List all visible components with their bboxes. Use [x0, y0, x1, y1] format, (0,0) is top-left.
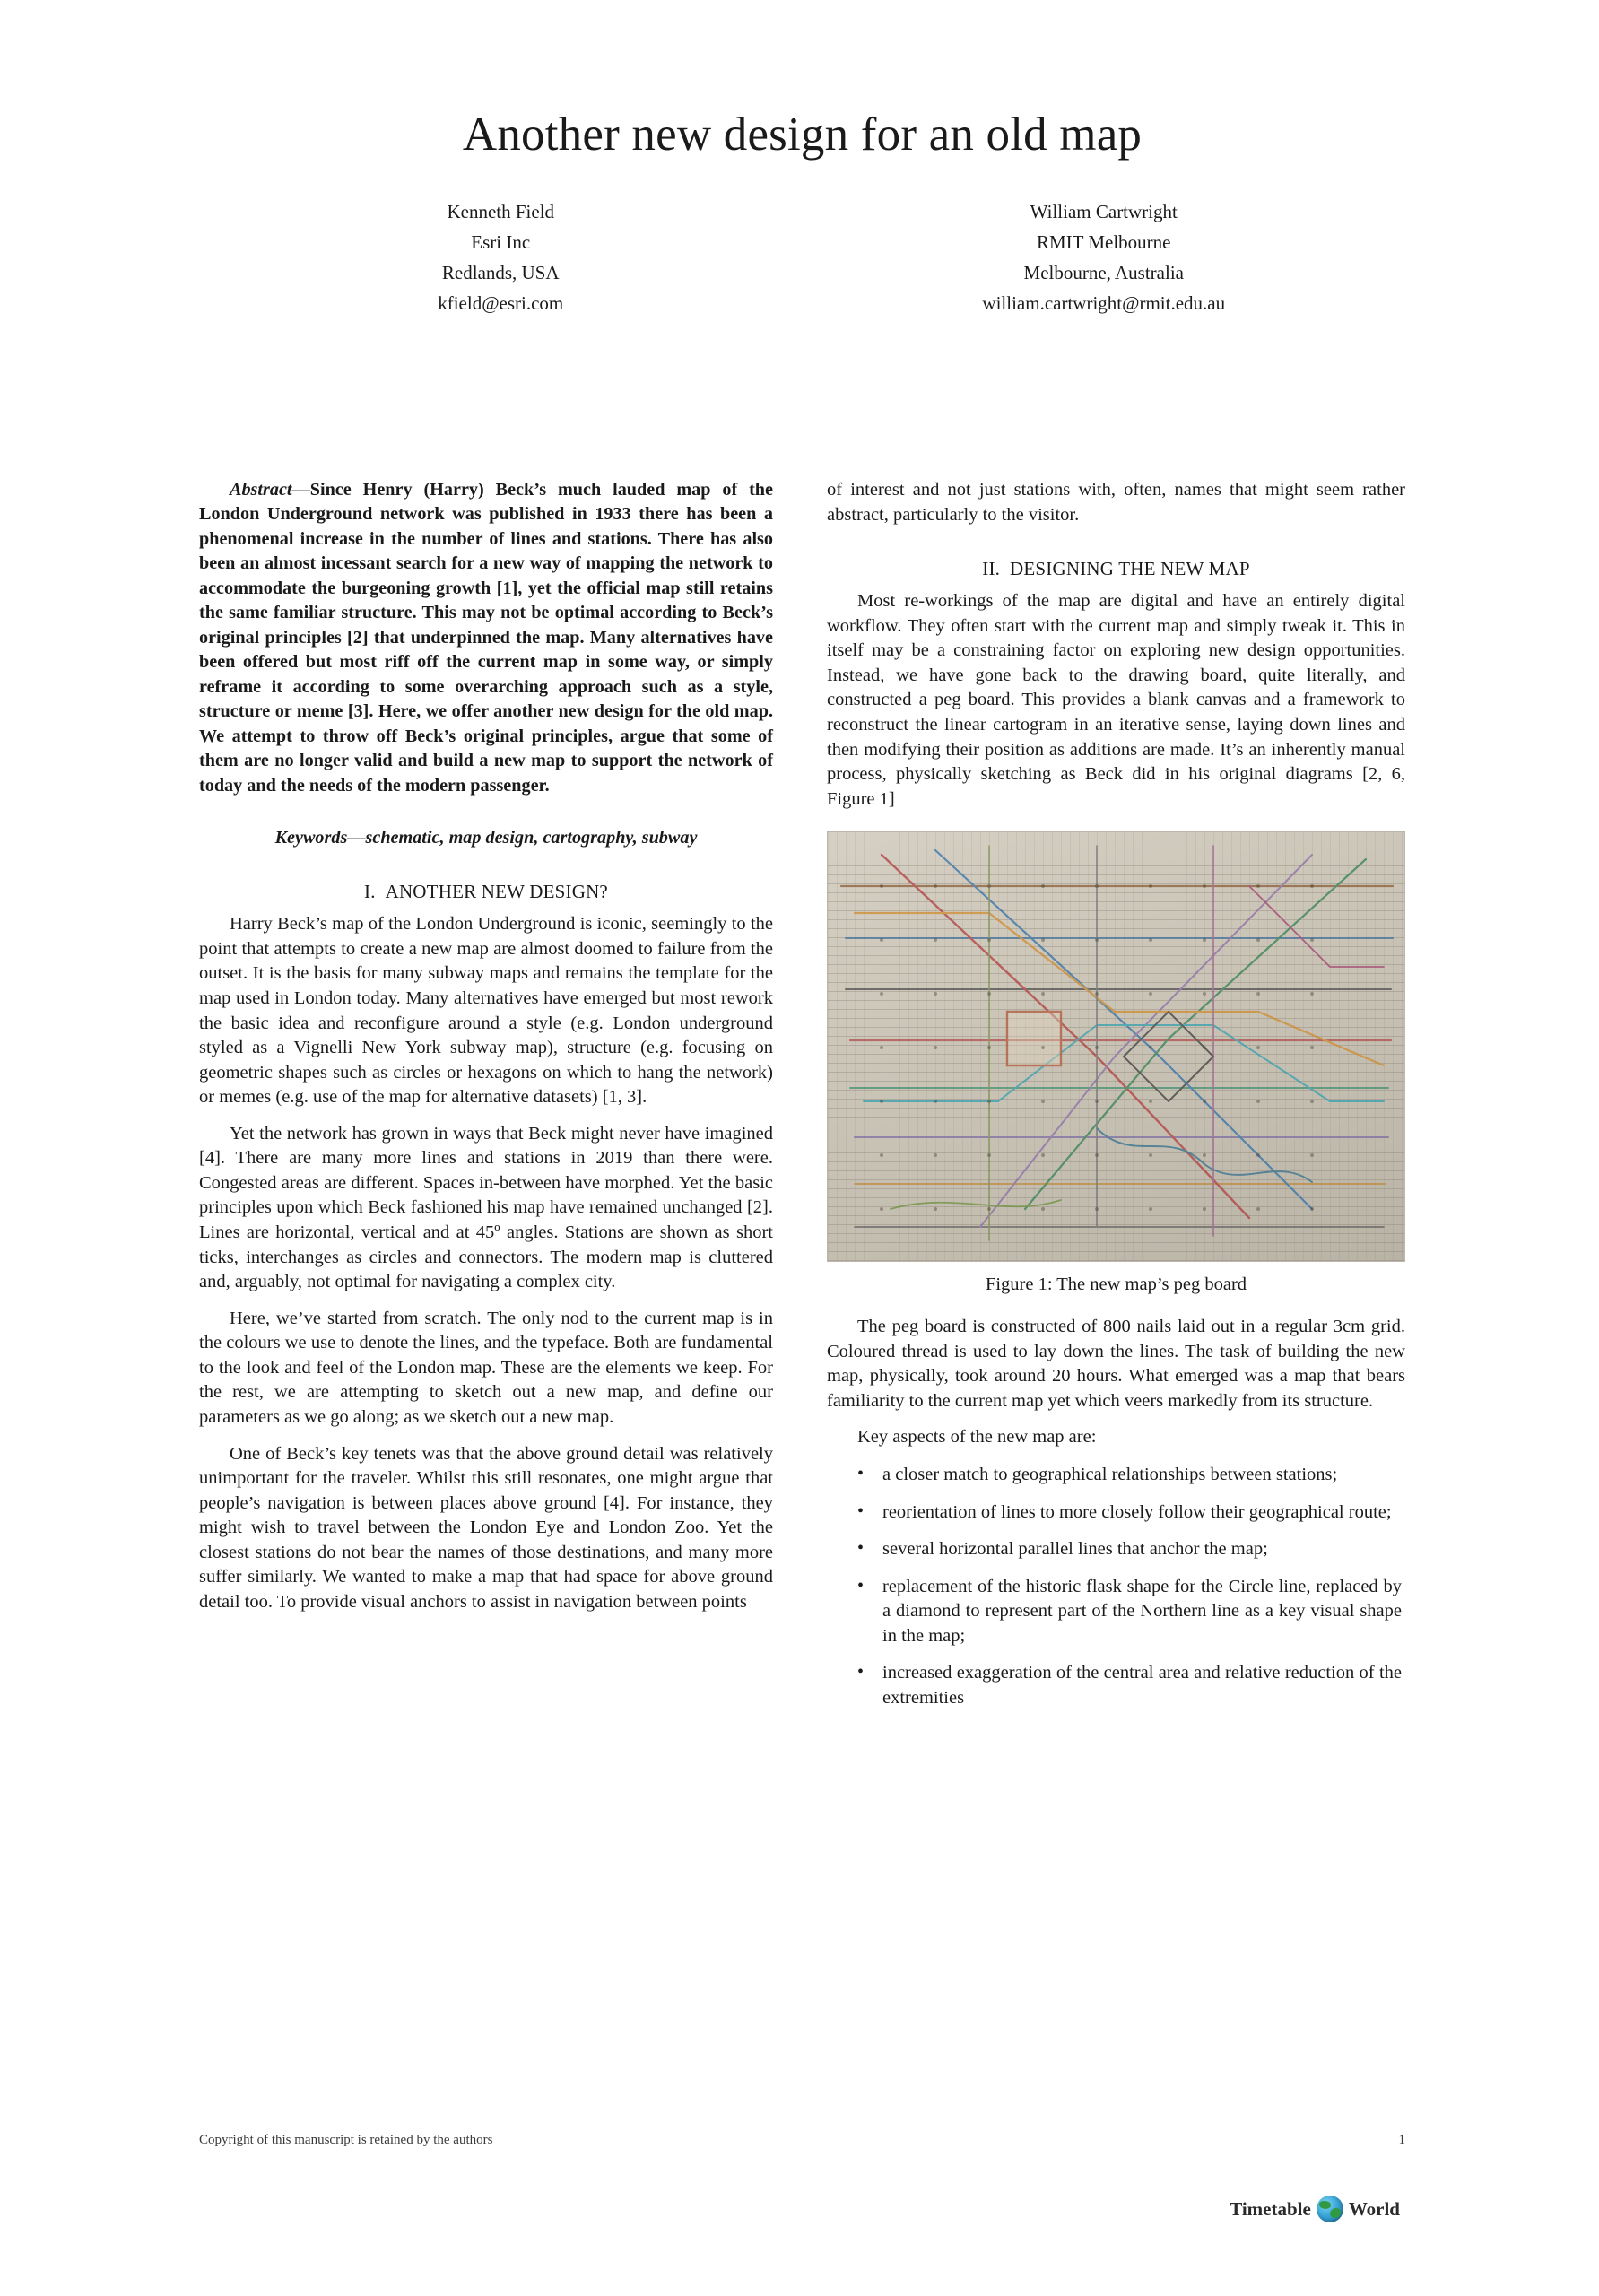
- author-location: Melbourne, Australia: [1023, 261, 1184, 283]
- section-title: ANOTHER NEW DESIGN?: [385, 881, 608, 903]
- author-name: William Cartwright: [1030, 200, 1178, 222]
- author-location: Redlands, USA: [441, 261, 560, 283]
- author-email: william.cartwright@rmit.edu.au: [982, 291, 1226, 314]
- page-title: Another new design for an old map: [462, 109, 1143, 161]
- author-block-1: [199, 196, 803, 318]
- body-columns: [199, 478, 1405, 1724]
- list-item: • reorientation of lines to more closely follow their geographical route;: [882, 1500, 1405, 1526]
- paragraph: Harry Beck’s map of the London Underground is iconic, seemingly to the point that attempts to create a new map are almost doomed to failure from the outset. It is the basis for many subway maps and remains the template for the map used in London today. Many alternatives have emerged but most rework the basic idea and reconfigure around a style (e.g. London underground styled as a Vignelli New York subway map), structure (e.g. focusing on geometric shapes such as circles or hexagons on which to hang the network) or memes (e.g. use of the map for alternative datasets) [1, 3].: [199, 914, 773, 1108]
- page-number: 1: [1398, 2133, 1405, 2147]
- section-title: DESIGNING THE NEW MAP: [1010, 558, 1250, 580]
- author-name: Kenneth Field: [447, 200, 555, 222]
- paragraph: One of Beck’s key tenets was that the above ground detail was relatively unimportant for the traveler. Whilst this still resonates, one might argue that people’s navigation is between places above ground [4]. For instance, they might wish to travel between the London Eye and London Zoo. Yet the closest stations do not bear the names of those destinations, and many more suffer similarly. We wanted to make a map that had space for above ground detail too. To provide visual anchors to assist in navigation between points: [199, 1443, 773, 1612]
- author-block-2: [803, 196, 1406, 318]
- author-list: [199, 196, 1405, 318]
- peg-board-threads: [828, 832, 1405, 1262]
- paragraph-continuation: of interest and not just stations with, often, names that might seem rather abstract, particularly to the visitor.: [827, 480, 1405, 525]
- paragraph: Here, we’ve started from scratch. The only nod to the current map is in the colours we use to denote the lines, and the typeface. Both are fundamental to the look and feel of the London map. These are the elements we keep. For the rest, we are attempting to sketch out a new map, and define our parameters as we go along; as we sketch out a new map.: [199, 1308, 773, 1427]
- list-item: • replacement of the historic flask shape for the Circle line, replaced by a diamond to represent part of the Northern line as a key visual shape in the map;: [882, 1575, 1405, 1649]
- brand-text-right: World: [1348, 2197, 1400, 2220]
- abstract-dash: —: [291, 480, 310, 500]
- author-email: kfield@esri.com: [438, 291, 564, 314]
- abstract-label: Abstract: [230, 480, 292, 500]
- paragraph: Most re-workings of the map are digital and have an entirely digital workflow. They often start with the current map and simply tweak it. This in itself may be a constraining factor on exploring new design opportunities. Instead, we have gone back to the drawing board, quite literally, and constructed a peg board. This provides a blank canvas and a framework to reconstruct the linear cartogram in an iterative sense, laying down lines and then modifying their position as additions are made. It’s an inherently manual process, physically sketching as Beck did in his original diagrams [2, 6, Figure 1]: [827, 591, 1405, 809]
- list-lead-in: Key aspects of the new map are:: [857, 1427, 1097, 1448]
- copyright-notice: Copyright of this manuscript is retained by the authors: [199, 2133, 493, 2147]
- section-heading-2: [827, 558, 1405, 580]
- column-right: [827, 478, 1405, 1724]
- list-item: • several horizontal parallel lines that anchor the map;: [882, 1537, 1405, 1562]
- column-left: [199, 478, 773, 1724]
- keywords: Keywords—schematic, map design, cartography, subway: [274, 828, 698, 848]
- timetable-world-logo: [1230, 2196, 1400, 2222]
- page-footer: [199, 2133, 1405, 2148]
- figure-1: [827, 831, 1405, 1295]
- list-item: • increased exaggeration of the central area and relative reduction of the extremities: [882, 1661, 1405, 1710]
- abstract: [199, 478, 773, 798]
- globe-icon: [1317, 2196, 1343, 2222]
- paragraph: Yet the network has grown in ways that Beck might never have imagined [4]. There are many more lines and stations in 2019 than there were. Congested areas are different. Spaces in-between have morphed. Yet the basic principles upon which Beck fashioned his map have remained unchanged [2]. Lines are horizontal, vertical and at 45º angles. Stations are shown as short ticks, interchanges as circles and connectors. The modern map is cluttered and, arguably, not optimal for navigating a complex city.: [199, 1123, 773, 1292]
- author-affiliation: RMIT Melbourne: [1036, 230, 1171, 253]
- abstract-text: Since Henry (Harry) Beck’s much lauded map of the London Underground network was published in 1933 there has been a phenomenal increase in the number of lines and stations. There has also been an almost incessant search for a new way of mapping the network to accommodate the burgeoning growth [1], yet the official map still retains the same familiar structure. This may not be optimal according to Beck’s original principles [2] that underpinned the map. Many alternatives have been offered but most riff off the current map in some way, or simply reframe it according to some overarching approach such as a style, structure or meme [3]. Here, we offer another new design for the old map. We attempt to throw off Beck’s original principles, argue that some of them are no longer valid and build a new map to support the network of today and the needs of the modern passenger.: [199, 480, 773, 796]
- brand-text-left: Timetable: [1230, 2197, 1311, 2220]
- paper-content: [199, 108, 1405, 1724]
- section-heading-1: [199, 881, 773, 903]
- section-number: I.: [364, 881, 376, 903]
- section-number: II.: [982, 558, 1001, 580]
- peg-board-photo: [827, 831, 1405, 1262]
- figure-caption: Figure 1: The new map’s peg board: [985, 1274, 1247, 1295]
- key-aspects-list: [827, 1463, 1405, 1711]
- list-item: • a closer match to geographical relationships between stations;: [882, 1463, 1405, 1488]
- author-affiliation: Esri Inc: [471, 230, 531, 253]
- paragraph: The peg board is constructed of 800 nails laid out in a regular 3cm grid. Coloured thread is used to lay down the lines. The task of building the new map, physically, took around 20 hours. What emerged was a map that bears familiarity to the current map yet which veers markedly from its structure.: [827, 1317, 1405, 1411]
